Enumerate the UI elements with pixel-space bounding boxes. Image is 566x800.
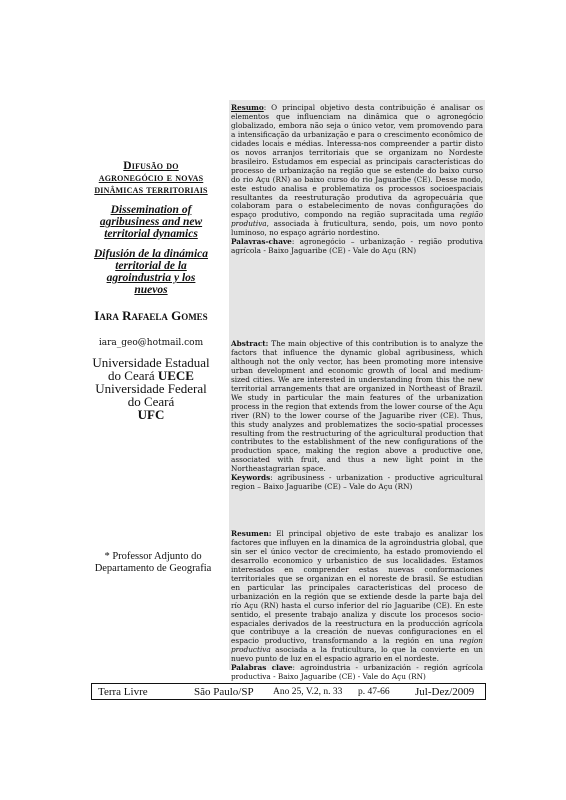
resumo-keywords: : agronegócio – urbanização - região produtiva agrícola - Baixo Jaguaribe (CE) - Vale do Açu (RN) <box>231 237 483 256</box>
institution-1-name: Universidade Estadual do Ceará <box>92 355 210 383</box>
resumen-keywords: : agroindustria - urbanización - región agrícola productiva - Baixo Jaguaribe (CE) - Vale do Açu (RN) <box>231 663 483 682</box>
author-note: * Professor Adjunto do Departamento de Geografia <box>94 551 212 574</box>
author-name: Iara Rafaela Gomes <box>94 308 208 323</box>
resumen-text-end: asociada a la fruticultura, lo que la convierte en un nuevo punto de luz en el espacio agrario en el nordeste. <box>231 645 483 664</box>
footer-period: Jul-Dez/2009 <box>415 685 475 698</box>
journal-footer <box>91 683 486 700</box>
title-english: Dissemination of agribusiness and new territorial dynamics <box>99 204 203 240</box>
resumen-label: Resumen: <box>231 529 272 538</box>
abstract-block <box>231 340 483 492</box>
resumo-emphasis: região produtiva <box>231 210 483 229</box>
abstract-panel <box>229 100 485 682</box>
abstract-label: Abstract: <box>231 339 269 348</box>
title-spanish: Difusión de la dinámica territorial de la agroindustria y los nuevos <box>93 248 209 296</box>
resumo-label: Resumo <box>231 103 264 112</box>
resumo-keywords-label: Palavras-chave <box>231 237 292 247</box>
resumo-block <box>231 104 483 256</box>
abstract-keywords: : agribusiness - urbanization - productive agricultural region – Baixo Jaguaribe (CE) – Vale do Açu (RN) <box>231 473 483 492</box>
institution-2-name: Universidade Federal do Ceará <box>95 381 207 409</box>
institution-1-abbr: UECE <box>157 368 194 383</box>
resumo-text: : O principal objetivo desta contribuição é analisar os elementos que influenciam na dinâmica que o agronegócio globalizado, embora não seja o único vetor, vem promovendo para a intensificação da urbanização e para o crescimento econômico de cidades locais e médias. Interessa-nos compreender a partir disto os novos arranjos territoriais que se organizam no Nordeste brasileiro. Estudamos em especial as principais características do processo de urbanização na região que se estende do baixo curso do rio Açu (RN) ao baixo curso do rio Jaguaribe (CE). Desse modo, este estudo analisa e problematiza os processos socioespaciais resultantes da reestruturação produtiva da agropecuária que colaboram para o estabelecimento de novas configurações do espaço produtivo, compondo na região supracitada uma <box>231 103 483 220</box>
title-portuguese: Difusão do agronegócio e novas dinâmicas territoriais <box>94 160 208 196</box>
institution-1 <box>92 356 210 382</box>
resumen-emphasis: region productiva <box>231 636 483 655</box>
abstract-keywords-label: Keywords <box>231 473 271 483</box>
article-header <box>92 160 210 421</box>
abstract-text: The main objective of this contribution is to analyze the factors that influence the dynamic global agribusiness, which although not the only vector, has been promoting more intensive urban development and economic growth of local and medium-sized cities. We are interested in understanding from this the new territorial arrangements that are organized in Northeast of Brazil. We study in particular the main features of the urbanization process in the region that extends from the lower course of the Açu river (RN) to the lower course of the Jaguaribe river (CE). Thus, this study analyzes and problematizes the socio-spatial processes resulting from the restructuring of the agricultural production that contributes to the establishment of the new configurations of the production space, making the region above a productive one, associated with fruit, and thus a new light point in the Northeastagrarian space. <box>231 339 483 474</box>
footer-journal: Terra Livre <box>98 685 148 698</box>
resumen-text: El principal objetivo de este trabajo es analizar los factores que influyen en la dinamica de la agroindustria global, que sin ser el único vector de crecimiento, ha estado promoviendo el desarrollo economico y urbanistico de sus localidades. Estamos interesados en comprender estas nuevas conformaciones territoriales que se organizan en el noreste de brasil. Se estudian en particular las principales caracteristicas del proceso de urbanización en la región que se extiende desde la parte baja del río Açu (RN) hasta el curso inferior del río Jaguaribe (CE). En este sentido, el presente trabajo analiza y discute los procesos socio-espaciales derivados de la reestructura en la producción agrícola que contribuye a la creación de nuevas configuraciones en el espacio productivo, transformando a la región en una <box>231 529 483 646</box>
footer-volume: Ano 25, V.2, n. 33 <box>273 686 343 697</box>
resumen-block <box>231 530 483 682</box>
resumen-keywords-label: Palabras clave <box>231 663 293 673</box>
resumo-text-end: , associada à fruticultura, sendo, pois, um novo ponto luminoso, no espaço agrário nordestino. <box>231 219 483 238</box>
footer-pages: p. 47-66 <box>358 686 390 697</box>
institution-2-abbr: UFC <box>137 407 165 422</box>
author-email: iara_geo@hotmail.com <box>98 338 204 348</box>
institution-2 <box>92 382 210 421</box>
footer-city: São Paulo/SP <box>194 685 254 698</box>
